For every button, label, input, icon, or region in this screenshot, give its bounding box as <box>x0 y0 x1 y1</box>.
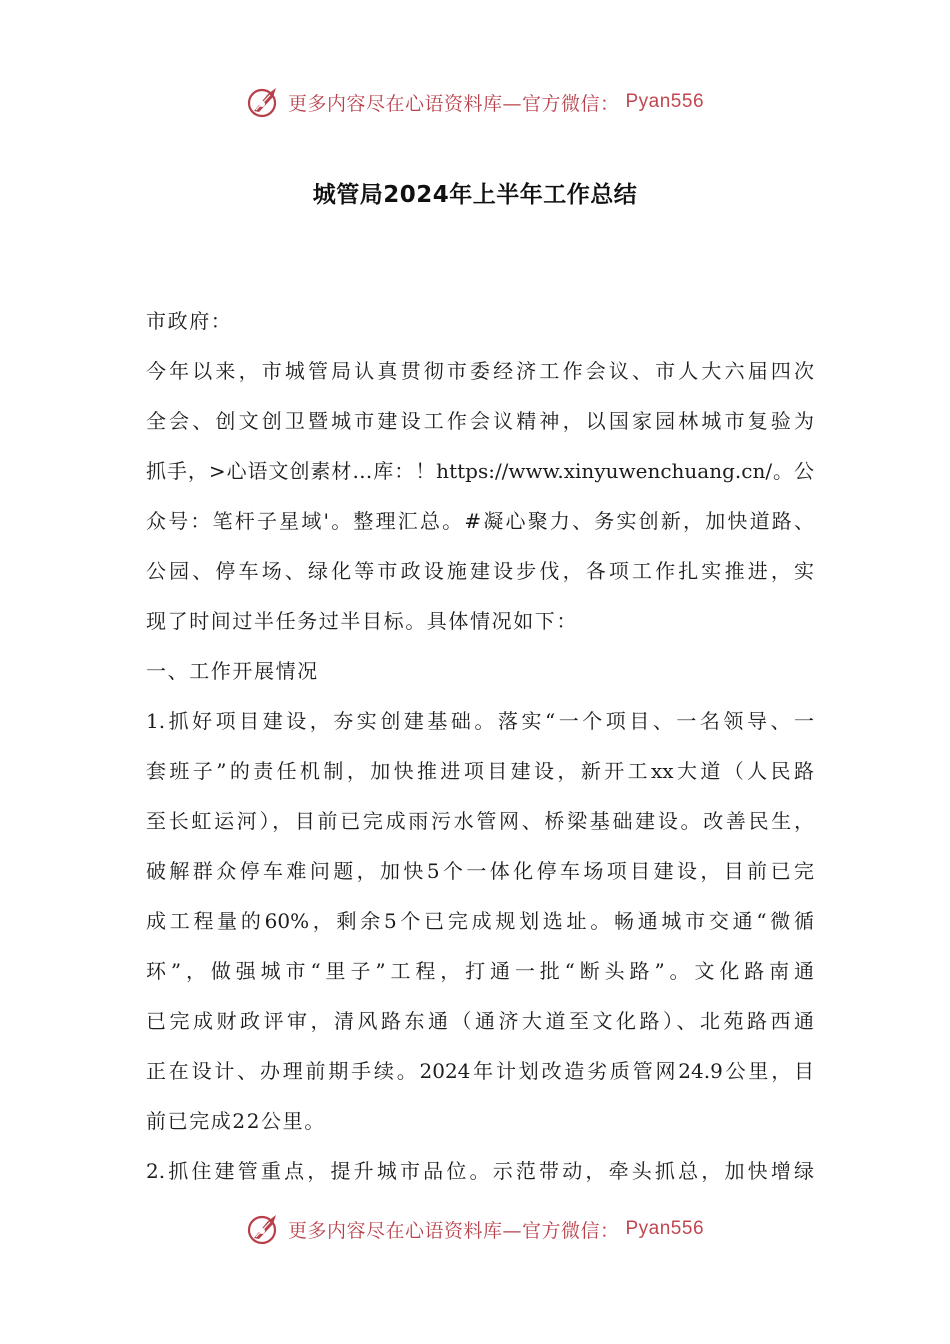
watermark-text: 更多内容尽在心语资料库—官方微信： <box>287 92 620 115</box>
body-line: 抓手，>心语文创素材…库：！https://www.xinyuwenchuang.cn/。公 <box>146 459 814 483</box>
body-line: 正在设计、办理前期手续。2024年计划改造劣质管网24.9公里，目 <box>146 1059 814 1083</box>
body-line: 至长虹运河），目前已完成雨污水管网、桥梁基础建设。改善民生， <box>146 809 814 833</box>
watermark-footer <box>0 1207 950 1251</box>
quill-pen-logo-icon <box>246 1211 282 1247</box>
body-line: 成工程量的60%，剩余5个已完成规划选址。畅通城市交通“微循 <box>146 909 814 933</box>
body-line: 破解群众停车难问题，加快5个一体化停车场项目建设，目前已完 <box>146 859 814 883</box>
watermark-wechat-id: Pyan556 <box>625 1218 705 1239</box>
body-line: 今年以来，市城管局认真贯彻市委经济工作会议、市人大六届四次 <box>146 359 814 383</box>
quill-pen-logo-icon <box>246 84 282 120</box>
body-line: 现了时间过半任务过半目标。具体情况如下： <box>146 609 578 633</box>
watermark-wechat-id: Pyan556 <box>625 91 705 112</box>
body-line: 公园、停车场、绿化等市政设施建设步伐，各项工作扎实推进，实 <box>146 559 814 583</box>
body-line: 1.抓好项目建设，夯实创建基础。落实“一个项目、一名领导、一 <box>146 709 814 733</box>
body-line: 前已完成22公里。 <box>146 1109 326 1133</box>
watermark-header <box>0 80 950 124</box>
body-line: 市政府： <box>146 309 233 333</box>
body-line: 环”，做强城市“里子”工程，打通一批“断头路”。文化路南通 <box>146 959 814 983</box>
body-line: 已完成财政评审，清风路东通（通济大道至文化路）、北苑路西通 <box>146 1009 814 1033</box>
section-heading: 一、工作开展情况 <box>146 659 319 683</box>
body-line: 众号：笔杆子星域'。整理汇总。#凝心聚力、务实创新，加快道路、 <box>146 509 814 533</box>
watermark-text: 更多内容尽在心语资料库—官方微信： <box>287 1219 620 1242</box>
document-body <box>146 296 814 1196</box>
body-line: 全会、创文创卫暨城市建设工作会议精神，以国家园林城市复验为 <box>146 409 814 433</box>
body-line: 套班子”的责任机制，加快推进项目建设，新开工xx大道（人民路 <box>146 759 814 783</box>
body-line: 2.抓住建管重点，提升城市品位。示范带动，牵头抓总，加快增绿 <box>146 1159 814 1183</box>
document-title: 城管局2024年上半年工作总结 <box>312 182 638 208</box>
